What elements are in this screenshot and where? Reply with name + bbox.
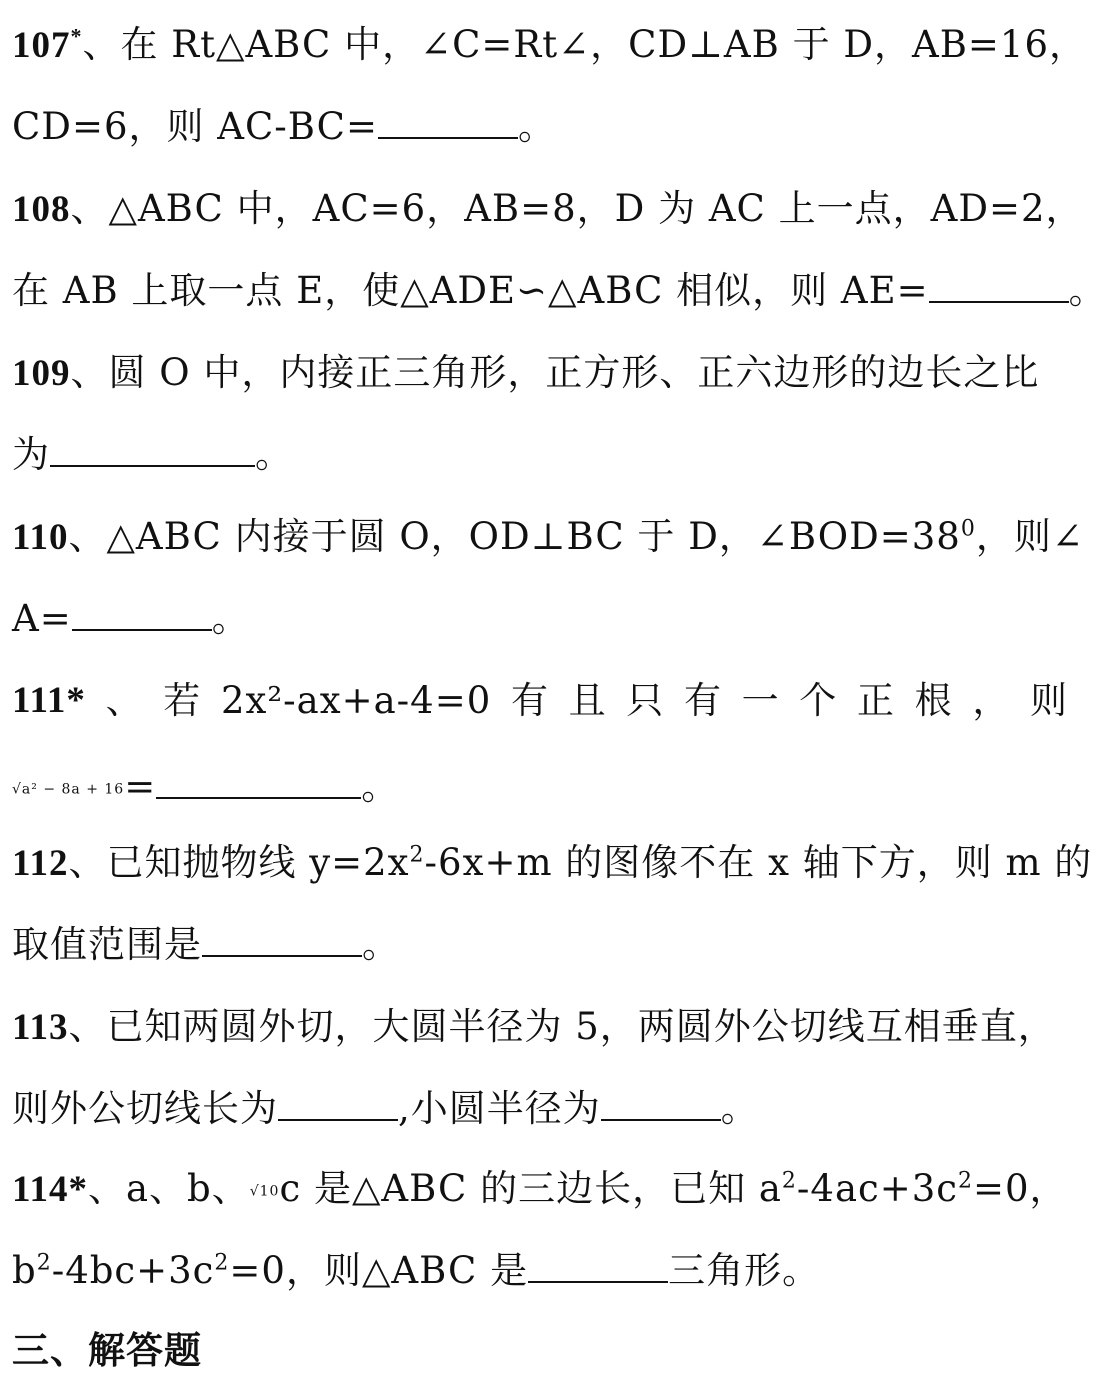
problem-110-line1	[12, 514, 1084, 561]
superscript: 2	[214, 1250, 230, 1276]
problem-text: 个	[799, 679, 838, 722]
problem-text: 取值范围是	[12, 923, 202, 966]
problem-text: 有	[683, 679, 722, 722]
problem-text: 有	[510, 679, 549, 722]
answer-blank[interactable]	[601, 1089, 721, 1121]
problem-text: 、在 Rt△ABC 中，∠C=Rt∠，CD⊥AB 于 D，AB=16，	[82, 23, 1088, 66]
problem-text: =0，	[973, 1167, 1068, 1210]
problem-107-line2	[12, 104, 556, 150]
sqrt-expression: √10	[249, 1183, 280, 1200]
problem-text: 、已知抛物线 y=2x	[68, 841, 410, 884]
period: 。	[211, 597, 250, 640]
problem-111-line2	[12, 764, 399, 813]
problem-number: 113	[12, 1007, 69, 1048]
problem-108-line2	[12, 268, 1107, 314]
answer-blank[interactable]	[72, 599, 212, 631]
period: 。	[255, 433, 293, 476]
period: 。	[361, 765, 400, 808]
problem-text: 为	[12, 433, 50, 476]
problem-text: 、△ABC 内接于圆 O，OD⊥BC 于 D，∠BOD=38	[68, 515, 961, 558]
superscript: 2	[409, 842, 425, 868]
answer-blank[interactable]	[156, 767, 361, 799]
problem-114-line2	[12, 1248, 820, 1294]
problem-text: 、a、b、	[87, 1167, 250, 1210]
problem-text: 根	[914, 679, 953, 722]
problem-text: 则外公切线长为	[12, 1087, 278, 1130]
superscript: 0	[960, 516, 976, 542]
problem-number: 110	[12, 517, 69, 558]
problem-text: CD=6，则 AC-BC=	[12, 105, 378, 148]
problem-number: 111*	[12, 680, 86, 721]
answer-blank[interactable]	[278, 1089, 398, 1121]
period: 。	[1068, 269, 1107, 312]
equation: 2x²-ax+a-4=0	[220, 679, 492, 722]
problem-text: 、已知两圆外切，大圆半径为 5，两圆外公切线互相垂直，	[68, 1005, 1056, 1048]
problem-112-line1	[12, 840, 1092, 887]
problem-110-line2	[12, 596, 250, 642]
problem-text: 则	[1029, 679, 1068, 722]
problem-text: -6x+m 的图像不在 x 轴下方，则 m 的	[424, 841, 1093, 884]
problem-text: ，	[972, 679, 1011, 722]
problem-109-line1	[12, 350, 1039, 397]
problem-108-line1	[12, 186, 1084, 233]
problem-text: 一	[741, 679, 780, 722]
period: 。	[362, 923, 400, 966]
problem-text: 且	[568, 679, 607, 722]
problem-113-line1	[12, 1004, 1056, 1051]
problem-text: A=	[12, 597, 72, 640]
problem-text: ,小圆半径为	[398, 1087, 601, 1130]
problem-text: 、△ABC 中，AC=6，AB=8，D 为 AC 上一点，AD=2，	[70, 187, 1084, 230]
problem-113-line2	[12, 1086, 759, 1132]
answer-blank[interactable]	[202, 925, 362, 957]
period: 。	[518, 105, 556, 148]
problem-text: 只	[626, 679, 665, 722]
star-mark: *	[70, 23, 83, 49]
problem-114-line1	[12, 1166, 1068, 1215]
problem-text: 正	[856, 679, 895, 722]
problem-number: 107	[12, 25, 71, 66]
problem-text: 、圆 O 中，内接正三角形，正方形、正六边形的边长之比	[70, 351, 1040, 394]
problem-text: -4bc+3c	[51, 1249, 215, 1292]
superscript: 2	[958, 1168, 973, 1194]
problem-number: 109	[12, 353, 71, 394]
problem-text: =	[124, 765, 157, 808]
section-heading: 三、解答题	[12, 1330, 202, 1371]
problem-text: -4ac+3c	[796, 1167, 958, 1210]
problem-text: ，则∠	[975, 515, 1084, 558]
problem-109-line2	[12, 432, 293, 478]
problem-text: c 是△ABC 的三边长，已知 a	[279, 1167, 782, 1210]
answer-blank[interactable]	[929, 271, 1069, 303]
problem-text: =0，则△ABC 是	[229, 1249, 529, 1292]
problem-111-line1	[12, 678, 1068, 724]
problem-number: 108	[12, 189, 71, 230]
problem-number: 114*	[12, 1169, 88, 1210]
problem-112-line2	[12, 922, 400, 968]
problem-text: 三角形。	[668, 1249, 821, 1292]
superscript: 2	[36, 1250, 52, 1276]
superscript: 2	[781, 1168, 797, 1194]
answer-blank[interactable]	[50, 435, 255, 467]
sqrt-expression: √a² − 8a + 16	[12, 781, 125, 798]
answer-blank[interactable]	[528, 1251, 668, 1283]
problem-text: 在 AB 上取一点 E，使△ADE∽△ABC 相似，则 AE=	[12, 269, 929, 312]
period: 。	[720, 1087, 759, 1130]
answer-blank[interactable]	[378, 107, 518, 139]
problem-text: 若	[163, 679, 202, 722]
problem-number: 112	[12, 843, 69, 884]
problem-text: b	[12, 1249, 37, 1292]
problem-107-line1	[12, 22, 1087, 69]
problem-text: 、	[105, 679, 144, 722]
